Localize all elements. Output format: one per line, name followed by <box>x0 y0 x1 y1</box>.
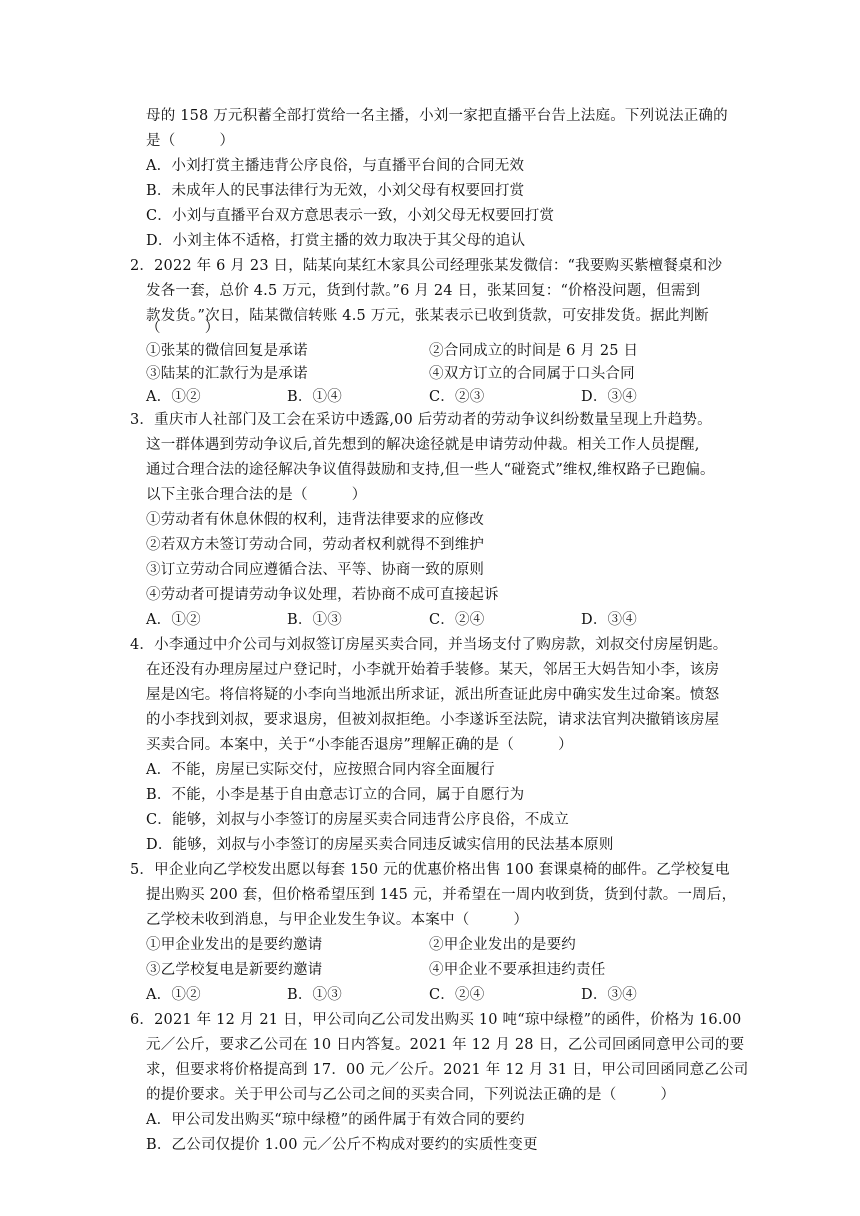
q5-stem-line-2: 提出购买 200 套，但价格希望压到 145 元，并希望在一周内收到货，货到付款。一周后， <box>146 887 737 903</box>
q3-statement-3: ③订立劳动合同应遵循合法、平等、协商一致的原则 <box>146 562 485 578</box>
q5-choices <box>146 985 706 1005</box>
q4-stem-line-3: 屋是凶宅。将信将疑的小李向当地派出所求证，派出所查证此房中确实发生过命案。愤怒 <box>146 687 720 703</box>
q5-stem-line-1: 5．甲企业向乙学校发出愿以每套 150 元的优惠价格出售 100 套课桌椅的邮件。乙学校复电 <box>130 862 730 878</box>
q3-choice-b: B．①③ <box>287 612 342 628</box>
q5-choice-b: B．①③ <box>287 987 342 1003</box>
q6-stem-line-1: 6．2021 年 12 月 21 日，甲公司向乙公司发出购买 10 吨“琼中绿橙”的函件，价格为 16.00 <box>130 1012 742 1028</box>
q1-option-c: C．小刘与直播平台双方意思表示一致，小刘父母无权要回打赏 <box>146 208 555 224</box>
q2-stem-line-1: 2．2022 年 6 月 23 日，陆某向某红木家具公司经理张某发微信：“我要购买紫檀餐桌和沙 <box>130 258 723 274</box>
q4-option-d: D．能够，刘叔与小李签订的房屋买卖合同违反诚实信用的民法基本原则 <box>146 837 614 853</box>
q5-choice-a: A．①② <box>146 987 201 1003</box>
q4-stem-line-1: 4．小李通过中介公司与刘叔签订房屋买卖合同，并当场支付了购房款，刘叔交付房屋钥匙。 <box>130 637 728 653</box>
q4-stem-line-4: 的小李找到刘叔，要求退房，但被刘叔拒绝。小李遂诉至法院，请求法官判决撤销该房屋 <box>146 712 720 728</box>
q3-statement-2: ②若双方未签订劳动合同，劳动者权利就得不到维护 <box>146 537 485 553</box>
q6-stem-line-3: 求，但要求将价格提高到 17．00 元／公斤。2021 年 12 月 31 日，甲公司回函同意乙公司 <box>146 1062 749 1078</box>
q2-statements-row-2 <box>146 364 706 384</box>
q3-choice-c: C．②④ <box>429 612 485 628</box>
q6-option-b: B．乙公司仅提价 1.00 元／公斤不构成对要约的实质性变更 <box>146 1137 538 1153</box>
q1-stem-line-2: 是（ ） <box>146 133 235 149</box>
q5-stem-line-3: 乙学校未收到消息，与甲企业发生争议。本案中（ ） <box>146 912 529 928</box>
q6-option-a: A．甲公司发出购买“琼中绿橙”的函件属于有效合同的要约 <box>146 1112 525 1128</box>
q2-stem-line-2: 发各一套，总价 4.5 万元，货到付款。”6 月 24 日，张某回复：“价格没问题，但需到 <box>146 283 701 299</box>
q2-choice-c: C．②③ <box>429 389 485 405</box>
q4-stem-line-5: 买卖合同。本案中，关于“小李能否退房”理解正确的是（ ） <box>146 737 573 753</box>
q2-statements-row-1 <box>146 341 706 361</box>
q3-choice-d: D．③④ <box>581 612 637 628</box>
q5-statements-row-2 <box>146 960 706 980</box>
q1-option-d: D．小刘主体不适格，打赏主播的效力取决于其父母的追认 <box>146 233 526 249</box>
q5-statement-4: ④甲企业不要承担违约责任 <box>429 962 606 978</box>
q6-stem-line-2: 元／公斤，要求乙公司在 10 日内答复。2021 年 12 月 28 日，乙公司回函同意甲公司的要 <box>146 1037 745 1053</box>
q1-option-b: B．未成年人的民事法律行为无效，小刘父母有权要回打赏 <box>146 183 525 199</box>
q3-choices <box>146 610 706 630</box>
q5-choice-d: D．③④ <box>581 987 637 1003</box>
q2-statement-3: ③陆某的汇款行为是承诺 <box>146 366 308 382</box>
q6-stem-line-4: 的提价要求。关于甲公司与乙公司之间的买卖合同，下列说法正确的是（ ） <box>146 1087 676 1103</box>
q3-statement-4: ④劳动者可提请劳动争议处理，若协商不成可直接起诉 <box>146 587 499 603</box>
q1-option-a: A．小刘打赏主播违背公序良俗，与直播平台间的合同无效 <box>146 158 525 174</box>
q1-stem-line-1: 母的 158 万元积蓄全部打赏给一名主播，小刘一家把直播平台告上法庭。下列说法正确的 <box>146 108 728 124</box>
q3-choice-a: A．①② <box>146 612 201 628</box>
q4-option-a: A．不能，房屋已实际交付，应按照合同内容全面履行 <box>146 762 495 778</box>
q5-statement-2: ②甲企业发出的是要约 <box>429 937 576 953</box>
q2-statement-1: ①张某的微信回复是承诺 <box>146 343 308 359</box>
q5-statements-row-1 <box>146 935 706 955</box>
q2-choice-b: B．①④ <box>287 389 342 405</box>
q3-statement-1: ①劳动者有休息休假的权利，违背法律要求的应修改 <box>146 512 485 528</box>
q2-choice-a: A．①② <box>146 389 201 405</box>
q3-stem-line-3: 通过合理合法的途径解决争议值得鼓励和支持,但一些人“碰瓷式”维权,维权路子已跑偏。 <box>146 462 715 478</box>
q4-option-c: C．能够，刘叔与小李签订的房屋买卖合同违背公序良俗，不成立 <box>146 812 569 828</box>
q2-stem-line-4: （ ） <box>146 320 220 336</box>
q5-statement-1: ①甲企业发出的是要约邀请 <box>146 937 323 953</box>
q2-choices <box>146 387 706 407</box>
q4-option-b: B．不能，小李是基于自由意志订立的合同，属于自愿行为 <box>146 787 525 803</box>
q5-statement-3: ③乙学校复电是新要约邀请 <box>146 962 323 978</box>
q3-stem-line-1: 3．重庆市人社部门及工会在采访中透露,00 后劳动者的劳动争议纠纷数量呈现上升趋势。 <box>130 412 712 428</box>
q2-stem-line-3: 款发货。”次日，陆某微信转账 4.5 万元，张某表示已收到货款，可安排发货。据此判断 <box>146 308 709 324</box>
q2-statement-4: ④双方订立的合同属于口头合同 <box>429 366 635 382</box>
q4-stem-line-2: 在还没有办理房屋过户登记时，小李就开始着手装修。某天，邻居王大妈告知小李，该房 <box>146 662 720 678</box>
q5-choice-c: C．②④ <box>429 987 485 1003</box>
q3-stem-line-4: 以下主张合理合法的是（ ） <box>146 487 367 503</box>
q2-statement-2: ②合同成立的时间是 6 月 25 日 <box>429 343 639 359</box>
q2-choice-d: D．③④ <box>581 389 637 405</box>
q3-stem-line-2: 这一群体遇到劳动争议后,首先想到的解决途径就是申请劳动仲裁。相关工作人员提醒, <box>146 437 700 453</box>
